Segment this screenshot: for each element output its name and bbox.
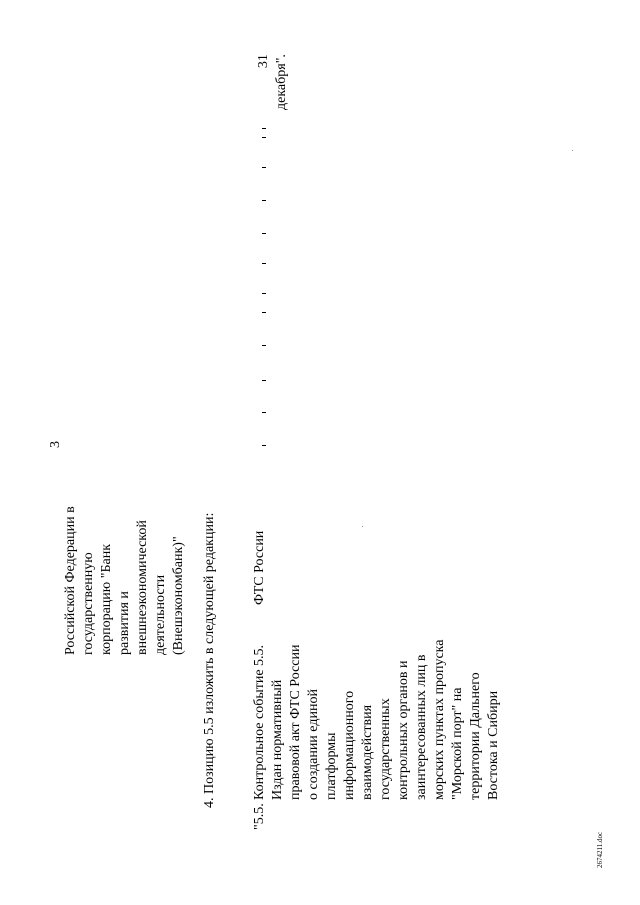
event-line: заинтересованных лиц в: [414, 654, 429, 800]
event-line: взаимодействия: [360, 704, 375, 800]
scan-speck: [572, 150, 573, 151]
empty-cell-dash: [262, 233, 266, 234]
cell-line: деятельности: [153, 574, 168, 655]
cell-line: внешнеэкономической: [135, 520, 150, 655]
empty-cell-dash: [262, 345, 266, 346]
event-line: правовой акт ФТС России: [288, 644, 303, 800]
empty-cell-dash: [262, 167, 266, 168]
cell-line: государственную: [81, 552, 96, 655]
empty-cell-dash: [262, 412, 266, 413]
event-line: Контрольное событие 5.5.: [252, 644, 267, 800]
row-number: "5.5.: [252, 803, 267, 830]
empty-cell-dash: [262, 293, 266, 294]
empty-cell-dash: [262, 137, 266, 138]
cell-line: корпорацию "Банк: [99, 543, 114, 655]
empty-cell-dash: [262, 200, 266, 201]
event-line: платформы: [324, 732, 339, 800]
item-heading: 4. Позицию 5.5 изложить в следующей редакции:: [202, 512, 217, 808]
event-line: Издан нормативный: [270, 679, 285, 800]
event-line: "Морской порт" на: [450, 687, 465, 800]
empty-cell-dash: [262, 445, 266, 446]
deadline-date: [255, 54, 291, 110]
empty-cell-dash: [262, 263, 266, 264]
cell-line: (Внешэкономбанк)": [171, 536, 186, 655]
event-line: государственных: [378, 698, 393, 800]
event-line: о создании единой: [306, 689, 321, 800]
event-line: информационного: [342, 690, 357, 800]
cell-line: развития и: [117, 591, 132, 655]
cell-line: Российской Федерации в: [63, 506, 78, 655]
date-month: декабря".: [274, 54, 289, 110]
control-event-cell: [251, 640, 503, 800]
empty-cell-dash: [262, 380, 266, 381]
page-number: 3: [48, 441, 63, 448]
event-line: контрольных органов и: [396, 660, 411, 800]
event-line: морских пунктах пропуска: [432, 639, 447, 800]
event-line: Востока и Сибири: [486, 690, 501, 800]
previous-row-cell: [62, 506, 188, 655]
date-day: 31: [256, 54, 271, 69]
event-line: территории Дальнего: [468, 672, 483, 800]
empty-cell-dash: [262, 128, 266, 129]
document-footer: 2674211.doc: [596, 831, 604, 868]
responsible-agency: ФТС России: [252, 530, 267, 605]
scan-speck: [362, 526, 363, 527]
empty-cell-dash: [262, 312, 266, 313]
